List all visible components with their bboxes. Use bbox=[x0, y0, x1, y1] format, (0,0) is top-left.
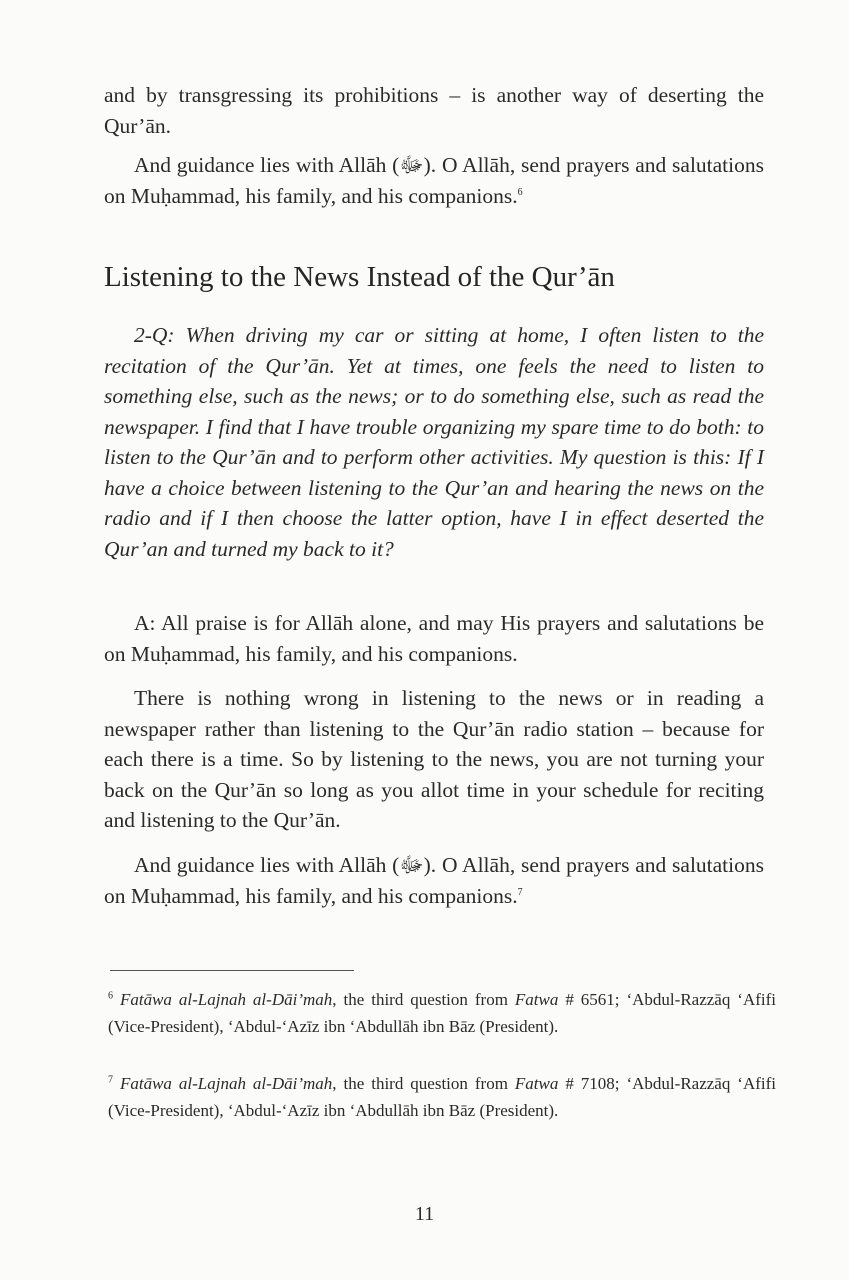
guidance-1-text: And guidance lies with Allāh (ﷻ). O Allāh, send prayers and salutations on Muḥammad, his family, and his companions. bbox=[104, 153, 764, 208]
section-heading: Listening to the News Instead of the Qur’ān bbox=[104, 261, 615, 293]
paragraph-continuation: and by transgressing its prohibitions – is another way of deserting the Qur’ān. bbox=[104, 83, 764, 138]
page-number: 11 bbox=[414, 1203, 435, 1225]
footnote-7-source: Fatāwa al-Lajnah al-Dāi’mah bbox=[119, 1074, 333, 1093]
footnote-6 bbox=[108, 986, 776, 1040]
paragraph-guidance-1 bbox=[104, 150, 764, 211]
question-paragraph: 2-Q: When driving my car or sitting at home, I often listen to the recitation of the Qur’ān. Yet at times, one feels the need to listen to something else, such as the news; or to do something else, such as read the newspaper. I find that I have trouble organizing my spare time to do both: to listen to the Qur’ān and to perform other activities. My question is this: If I have a choice between listening to the Qur’an and hearing the news on the radio and if I then choose the latter option, have I in effect deserted the Qur’an and turned my back to it? bbox=[104, 323, 764, 561]
footnote-7-fatwa-label: Fatwa bbox=[514, 1074, 559, 1093]
footnote-6-fatwa-label: Fatwa bbox=[514, 990, 559, 1009]
footnote-7-number: 7 bbox=[108, 1074, 113, 1086]
answer-intro: A: All praise is for Allāh alone, and may His prayers and salutations be on Muḥammad, his family, and his companions. bbox=[104, 611, 764, 666]
guidance-2-text: And guidance lies with Allāh (ﷻ). O Allāh, send prayers and salutations on Muḥammad, his family, and his companions. bbox=[104, 853, 764, 908]
footnote-6-mid: , the third question from bbox=[332, 990, 515, 1009]
footnote-ref-6: 6 bbox=[517, 186, 523, 198]
footnote-ref-7: 7 bbox=[517, 886, 523, 898]
footnote-6-source: Fatāwa al-Lajnah al-Dāi’mah bbox=[119, 990, 333, 1009]
footnote-6-rest: # 6561; ‘Abdul-Razzāq ‘Afifi (Vice-President), ‘Abdul-‘Azīz ibn ‘Abdullāh ibn Bāz (President). bbox=[108, 990, 777, 1036]
footnote-7-rest: # 7108; ‘Abdul-Razzāq ‘Afifi (Vice-President), ‘Abdul-‘Azīz ibn ‘Abdullāh ibn Bāz (President). bbox=[108, 1074, 777, 1120]
footnote-divider bbox=[110, 970, 354, 971]
answer-body: There is nothing wrong in listening to the news or in reading a newspaper rather than listening to the Qur’ān radio station – because for each there is a time. So by listening to the news, you are not turning your back on the Qur’ān so long as you allot time in your schedule for reciting and listening to the Qur’ān. bbox=[104, 686, 764, 832]
paragraph-guidance-2 bbox=[104, 850, 764, 911]
footnote-7 bbox=[108, 1070, 776, 1124]
footnote-6-number: 6 bbox=[108, 990, 113, 1002]
footnote-7-mid: , the third question from bbox=[332, 1074, 515, 1093]
